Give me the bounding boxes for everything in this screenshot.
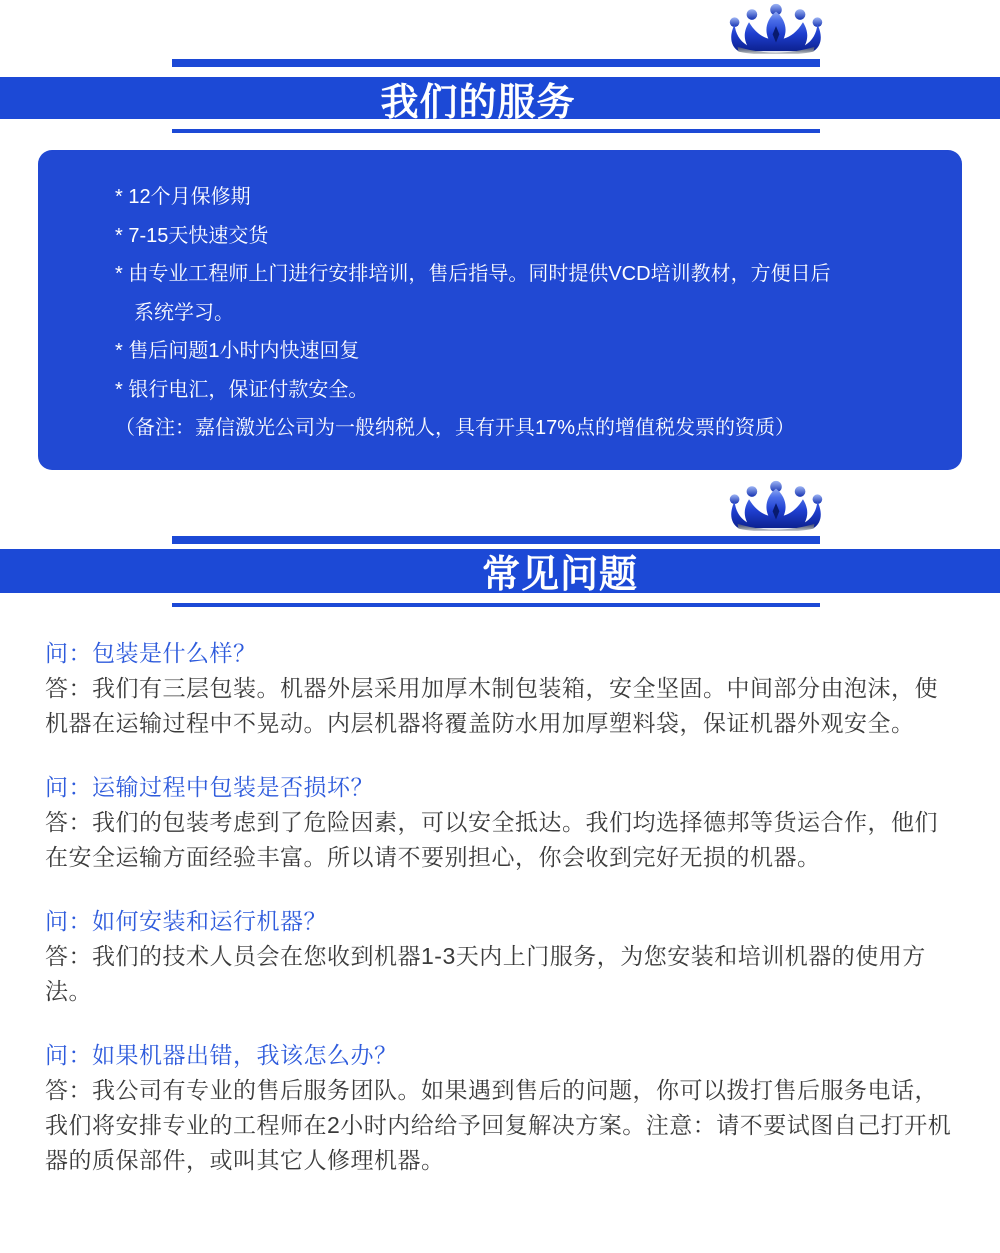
services-header-bar bbox=[0, 77, 1000, 124]
faq-answer: 答：我们的包装考虑到了危险因素，可以安全抵达。我们均选择德邦等货运合作，他们在安全运输方面经验丰富。所以请不要别担心，你会收到完好无损的机器。 bbox=[45, 808, 938, 870]
service-item: （备注：嘉信激光公司为一般纳税人，具有开具17%点的增值税发票的资质） bbox=[115, 417, 796, 439]
faq-answer: 答：我们有三层包装。机器外层采用加厚木制包装箱，安全坚固。中间部分由泡沫，使机器在运输过程中不晃动。内层机器将覆盖防水用加厚塑料袋，保证机器外观安全。 bbox=[45, 674, 938, 736]
faq-answer: 答：我公司有专业的售后服务团队。如果遇到售后的问题，你可以拨打售后服务电话，我们将安排专业的工程师在2小时内给给予回复解决方案。注意：请不要试图自己打开机器的质保部件，或叫其它人修理机器。 bbox=[45, 1076, 952, 1173]
faq-question: 问：如果机器出错，我该怎么办？ bbox=[45, 1041, 398, 1068]
service-item: * 售后问题1小时内快速回复 bbox=[115, 340, 360, 362]
faq-header-bar bbox=[0, 549, 1000, 596]
faq-question: 问：运输过程中包装是否损坏？ bbox=[45, 773, 374, 800]
services-title: 我们的服务 bbox=[380, 81, 576, 124]
crown-row bbox=[0, 2, 1000, 54]
crown-icon bbox=[722, 479, 830, 531]
faq-title: 常见问题 bbox=[481, 554, 638, 596]
faq-item bbox=[45, 635, 955, 741]
faq-question: 问：如何安装和运行机器？ bbox=[45, 907, 327, 934]
faq-section bbox=[0, 479, 1000, 1178]
faq-item bbox=[45, 903, 955, 1009]
decorative-top-bar bbox=[172, 59, 820, 67]
faq-question: 问：包装是什么样？ bbox=[45, 639, 257, 666]
service-item: * 银行电汇，保证付款安全。 bbox=[115, 378, 369, 401]
services-box bbox=[38, 150, 962, 470]
services-section bbox=[0, 2, 1000, 470]
decorative-underline bbox=[172, 603, 820, 607]
faq-answer: 答：我们的技术人员会在您收到机器1-3天内上门服务，为您安装和培训机器的使用方法。 bbox=[45, 942, 926, 1004]
service-item: * 由专业工程师上门进行安排培训，售后指导。同时提供VCD培训教材，方便日后系统学习。 bbox=[115, 263, 831, 324]
faq-list bbox=[45, 635, 955, 1178]
service-item: * 7-15天快速交货 bbox=[115, 224, 269, 247]
crown-row bbox=[0, 479, 1000, 531]
faq-item bbox=[45, 1037, 955, 1178]
crown-icon bbox=[722, 2, 830, 54]
faq-item bbox=[45, 769, 955, 875]
service-item: * 12个月保修期 bbox=[115, 186, 251, 208]
decorative-underline bbox=[172, 129, 820, 133]
